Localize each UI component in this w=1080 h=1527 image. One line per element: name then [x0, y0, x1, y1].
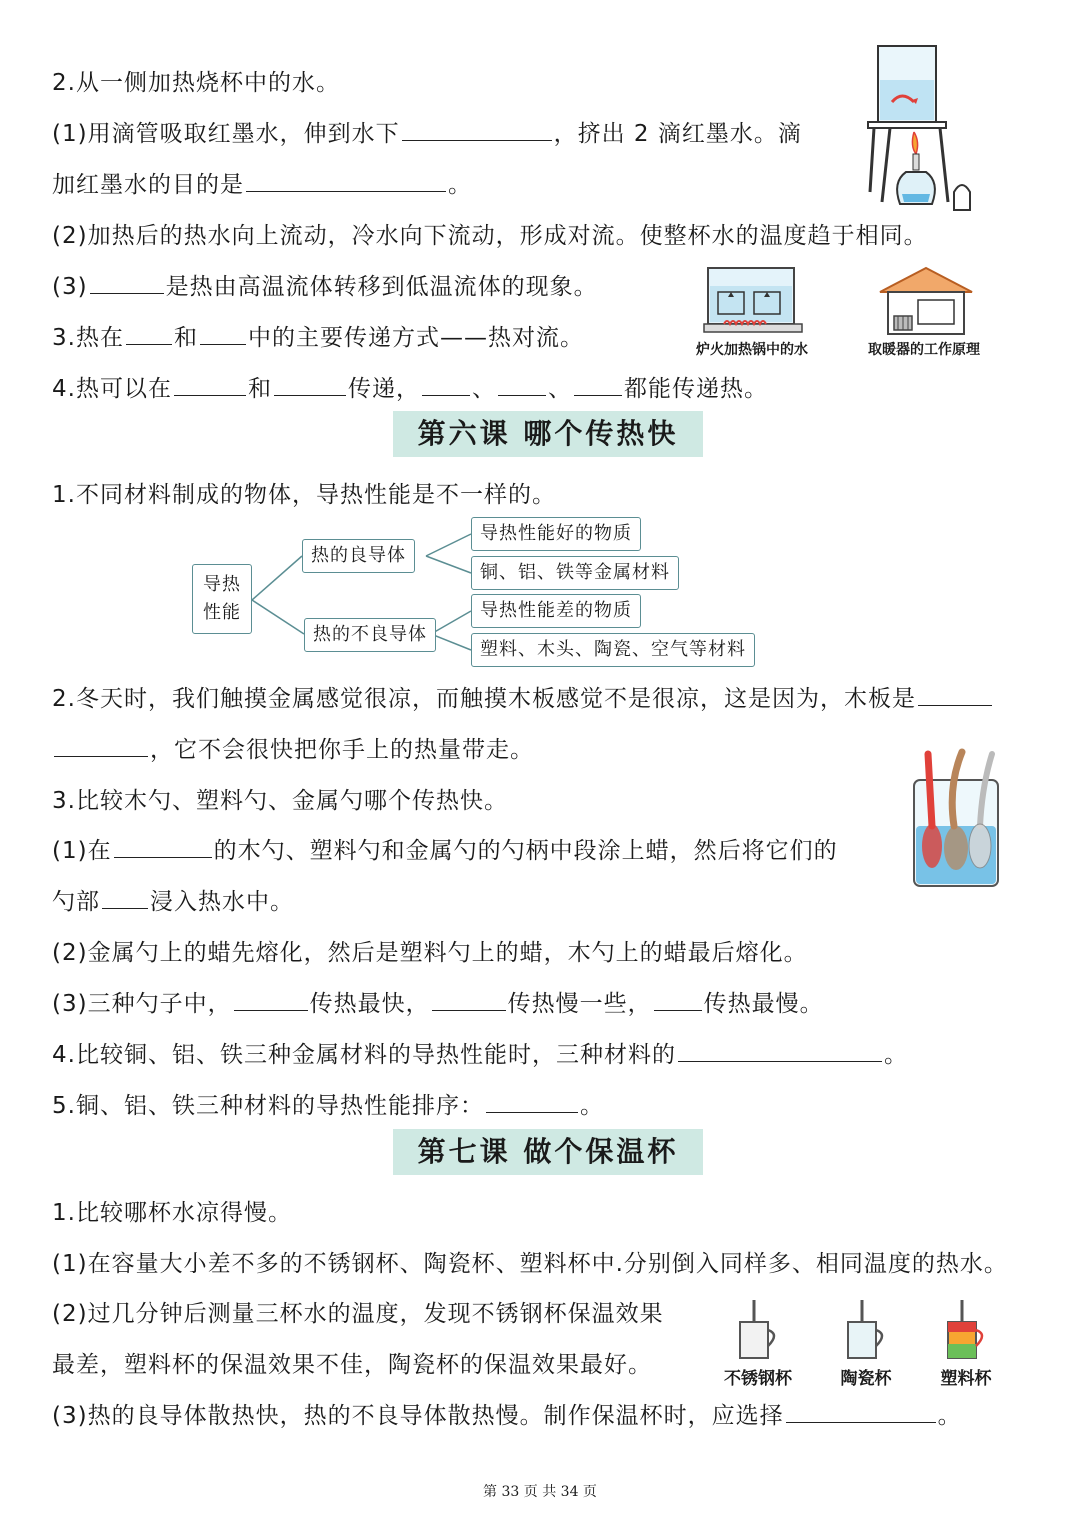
l6-q3-1-line1: (1)在 的木勺、塑料勺和金属勺的勺柄中段涂上蜡，然后将它们的: [52, 838, 838, 864]
l7-q1-2-line1: (2)过几分钟后测量三杯水的温度，发现不锈钢杯保温效果: [52, 1301, 664, 1327]
l6-q3-title: 3.比较木勺、塑料勺、金属勺哪个传热快。: [52, 788, 508, 814]
l6-q2-line2: ，它不会很快把你手上的热量带走。: [52, 735, 534, 765]
answer-blank[interactable]: [654, 989, 702, 1011]
l6-q3-1-line2: 勺部 浸入热水中。: [52, 889, 294, 915]
l7-q1-1: (1)在容量大小差不多的不锈钢杯、陶瓷杯、塑料杯中.分别倒入同样多、相同温度的热水。: [52, 1251, 1008, 1277]
answer-blank[interactable]: [432, 989, 506, 1011]
ceramic-cup-icon: [844, 1298, 890, 1362]
cup-label-ceramic: 陶瓷杯: [840, 1369, 892, 1389]
l7-q1-2-line2: 最差，塑料杯的保温效果不佳，陶瓷杯的保温效果最好。: [52, 1352, 652, 1378]
map-good-examples: 铜、铝、铁等金属材料: [471, 556, 679, 590]
cup-label-stainless: 不锈钢杯: [724, 1369, 792, 1389]
q2-title: 2.从一侧加热烧杯中的水。: [52, 70, 340, 96]
map-poor-examples: 塑料、木头、陶瓷、空气等材料: [471, 633, 755, 667]
answer-blank[interactable]: [54, 735, 148, 757]
map-poor-desc: 导热性能差的物质: [471, 594, 641, 628]
map-root: 导热 性能: [192, 564, 252, 634]
l6-q3-2: (2)金属勺上的蜡先熔化，然后是塑料勺上的蜡，木勺上的蜡最后熔化。: [52, 940, 808, 966]
stainless-cup-icon: [736, 1298, 782, 1362]
answer-blank[interactable]: [678, 1040, 882, 1062]
l6-q5: 5.铜、铝、铁三种材料的导热性能排序： 。: [52, 1093, 604, 1119]
spoons-in-water-illustration: [908, 746, 1004, 892]
l7-q1-3: (3)热的良导体散热快，热的不良导体散热慢。制作保温杯时，应选择 。: [52, 1403, 962, 1429]
q4: 4.热可以在 和 传递， 、 、 都能传递热。: [52, 376, 768, 402]
lesson6-heading: 第六课 哪个传热快: [393, 411, 703, 457]
map-poor-conductor: 热的不良导体: [304, 618, 436, 652]
answer-blank[interactable]: [114, 836, 212, 858]
l6-q1: 1.不同材料制成的物体，导热性能是不一样的。: [52, 482, 556, 508]
q2-2: (2)加热后的热水向上流动，冷水向下流动，形成对流。使整杯水的温度趋于相同。: [52, 223, 928, 249]
answer-blank[interactable]: [786, 1401, 936, 1423]
caption-house: 取暖器的工作原理: [868, 342, 980, 358]
answer-blank[interactable]: [102, 887, 148, 909]
page-footer: 第 33 页 共 34 页: [483, 1484, 597, 1500]
answer-blank[interactable]: [918, 684, 992, 706]
caption-pot: 炉火加热锅中的水: [696, 342, 808, 358]
q3: 3.热在 和 中的主要传递方式——热对流。: [52, 325, 584, 351]
q2-1-line1: (1)用滴管吸取红墨水，伸到水下 ，挤出 2 滴红墨水。滴: [52, 121, 802, 147]
lesson7-heading: 第七课 做个保温杯: [393, 1129, 703, 1175]
q2-3: (3) 是热由高温流体转移到低温流体的现象。: [52, 274, 598, 300]
map-good-conductor: 热的良导体: [302, 539, 415, 573]
l6-q3-3: (3)三种勺子中， 传热最快， 传热慢一些， 传热最慢。: [52, 991, 824, 1017]
q2-1-line2: 加红墨水的目的是 。: [52, 172, 472, 198]
answer-blank[interactable]: [234, 989, 308, 1011]
l6-q4: 4.比较铜、铝、铁三种金属材料的导热性能时，三种材料的 。: [52, 1042, 908, 1068]
answer-blank[interactable]: [486, 1091, 578, 1113]
map-good-desc: 导热性能好的物质: [471, 517, 641, 551]
l7-q1-title: 1.比较哪杯水凉得慢。: [52, 1200, 292, 1226]
plastic-cup-icon: [944, 1298, 990, 1362]
l6-q2-line1: 2.冬天时，我们触摸金属感觉很凉，而触摸木板感觉不是很凉，这是因为，木板是: [52, 684, 994, 714]
cup-label-plastic: 塑料杯: [940, 1369, 992, 1389]
